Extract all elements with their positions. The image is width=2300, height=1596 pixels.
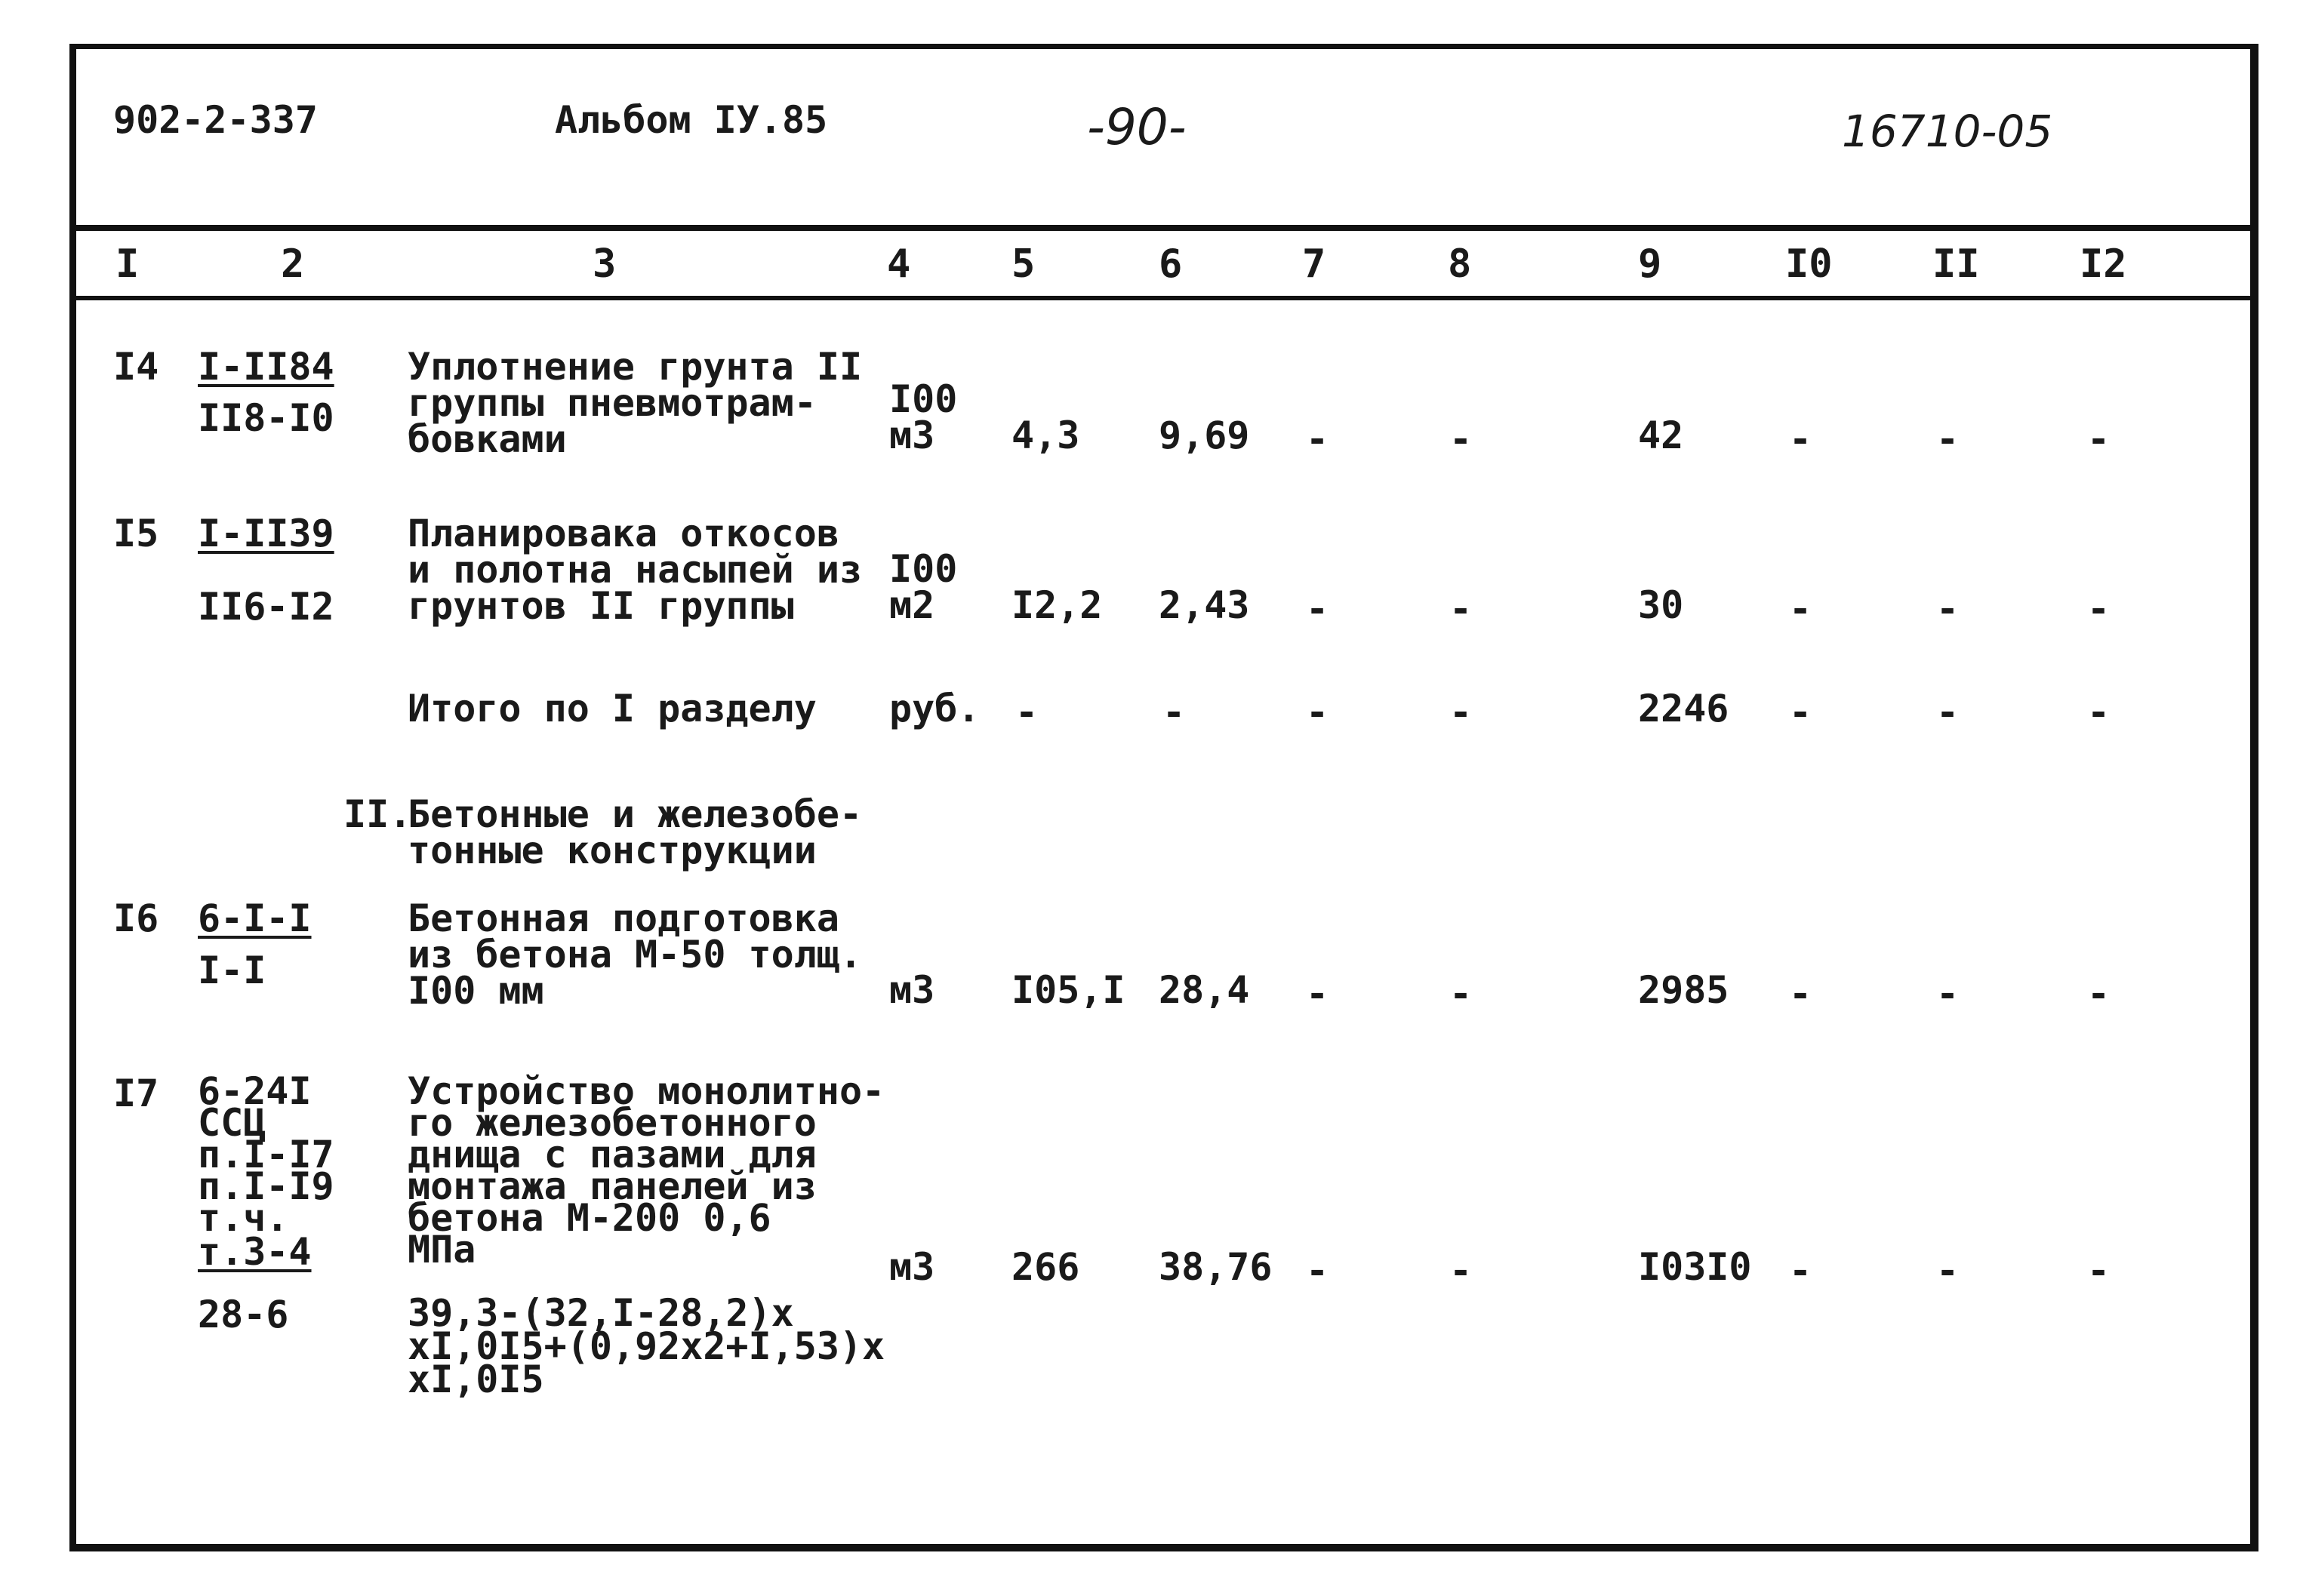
row-number: I5 xyxy=(113,512,159,555)
quantity-formula: 39,3-(32,I-28,2)х хI,0I5+(0,92х2+I,53)х хI,0I5 xyxy=(408,1291,885,1401)
section-title: Бетонные и железобе- тонные конструкции xyxy=(408,792,863,872)
cell-10: - xyxy=(1789,690,1812,734)
column-header-8: 8 xyxy=(1448,241,1472,287)
cell-5: - xyxy=(1015,690,1039,734)
cell-10: - xyxy=(1789,417,1812,461)
total-cost: I03I0 xyxy=(1638,1245,1752,1289)
cell-8: - xyxy=(1449,1249,1473,1293)
row-number: I7 xyxy=(113,1072,159,1115)
page-number: -90- xyxy=(1087,98,1187,156)
column-header-1: I xyxy=(115,241,140,287)
column-header-6: 6 xyxy=(1159,241,1183,287)
column-header-11: II xyxy=(1932,241,1980,287)
cell-7: - xyxy=(1306,972,1329,1016)
subtotal-label: Итого по I разделу xyxy=(408,687,817,730)
work-description: Бетонная подготовка из бетона М-50 толщ. I00 мм xyxy=(408,896,863,1013)
cell-11: - xyxy=(1936,587,1960,631)
section-mark: II. xyxy=(343,792,412,836)
header-rule-bottom xyxy=(75,296,2255,300)
unit: руб. xyxy=(889,687,981,730)
total-cost: 2985 xyxy=(1638,968,1729,1012)
cell-12: - xyxy=(2087,417,2111,461)
subtotal-value: 2246 xyxy=(1638,687,1729,730)
total-cost: 42 xyxy=(1638,414,1684,457)
work-description: Устройство монолитно- го железобетонного днища с пазами для монтажа панелей из бетона М-200 0,6 МПа xyxy=(408,1069,885,1272)
cell-12: - xyxy=(2087,972,2111,1016)
column-header-4: 4 xyxy=(887,241,911,287)
column-header-3: 3 xyxy=(593,241,617,287)
norm-code-top: I-II39 xyxy=(198,512,334,555)
document-number: 16710-05 xyxy=(1842,106,2053,157)
work-description: Уплотнение грунта II группы пневмотрам- бовками xyxy=(408,345,863,461)
cell-8: - xyxy=(1449,417,1473,461)
cell-12: - xyxy=(2087,690,2111,734)
quantity: 4,3 xyxy=(1011,414,1080,457)
unit: м3 xyxy=(889,1245,935,1289)
total-cost: 30 xyxy=(1638,583,1684,627)
row-number: I4 xyxy=(113,345,159,389)
column-header-5: 5 xyxy=(1011,241,1036,287)
cell-6: - xyxy=(1162,690,1186,734)
cell-8: - xyxy=(1449,690,1473,734)
cell-7: - xyxy=(1306,690,1329,734)
unit-price: 9,69 xyxy=(1159,414,1250,457)
column-header-2: 2 xyxy=(281,241,305,287)
cell-10: - xyxy=(1789,1249,1812,1293)
cell-11: - xyxy=(1936,690,1960,734)
cell-12: - xyxy=(2087,1249,2111,1293)
unit: I00 м3 xyxy=(889,377,958,457)
norm-code-bottom: 28-6 xyxy=(198,1293,289,1336)
cell-7: - xyxy=(1306,417,1329,461)
header-rule-top xyxy=(75,225,2255,231)
column-header-12: I2 xyxy=(2080,241,2127,287)
unit-price: 2,43 xyxy=(1159,583,1250,627)
cell-11: - xyxy=(1936,972,1960,1016)
norm-code-bottom: I-I xyxy=(198,949,266,992)
cell-10: - xyxy=(1789,972,1812,1016)
column-header-9: 9 xyxy=(1638,241,1662,287)
cell-11: - xyxy=(1936,417,1960,461)
cell-12: - xyxy=(2087,587,2111,631)
cell-8: - xyxy=(1449,972,1473,1016)
norm-code-lines: 6-24I ССЦ п.I-I7 п.I-I9 т.ч. xyxy=(198,1069,334,1240)
column-header-7: 7 xyxy=(1302,241,1326,287)
quantity: I05,I xyxy=(1011,968,1125,1012)
unit: м3 xyxy=(889,968,935,1012)
cell-10: - xyxy=(1789,587,1812,631)
row-number: I6 xyxy=(113,896,159,940)
cell-7: - xyxy=(1306,587,1329,631)
unit-price: 28,4 xyxy=(1159,968,1250,1012)
album-title: Альбом IУ.85 xyxy=(555,98,828,142)
norm-code-top: т.3-4 xyxy=(198,1230,312,1274)
norm-code-bottom: II6-I2 xyxy=(198,585,334,629)
unit-price: 38,76 xyxy=(1159,1245,1273,1289)
work-description: Планировака откосов и полотна насыпей из грунтов II группы xyxy=(408,512,863,628)
norm-code-bottom: II8-I0 xyxy=(198,396,334,440)
unit: I00 м2 xyxy=(889,547,958,627)
quantity: 266 xyxy=(1011,1245,1080,1289)
norm-code-top: I-II84 xyxy=(198,345,334,389)
cell-8: - xyxy=(1449,587,1473,631)
project-code: 902-2-337 xyxy=(113,98,318,142)
quantity: I2,2 xyxy=(1011,583,1103,627)
cell-11: - xyxy=(1936,1249,1960,1293)
column-header-10: I0 xyxy=(1785,241,1833,287)
cell-7: - xyxy=(1306,1249,1329,1293)
norm-code-top: 6-I-I xyxy=(198,896,312,940)
